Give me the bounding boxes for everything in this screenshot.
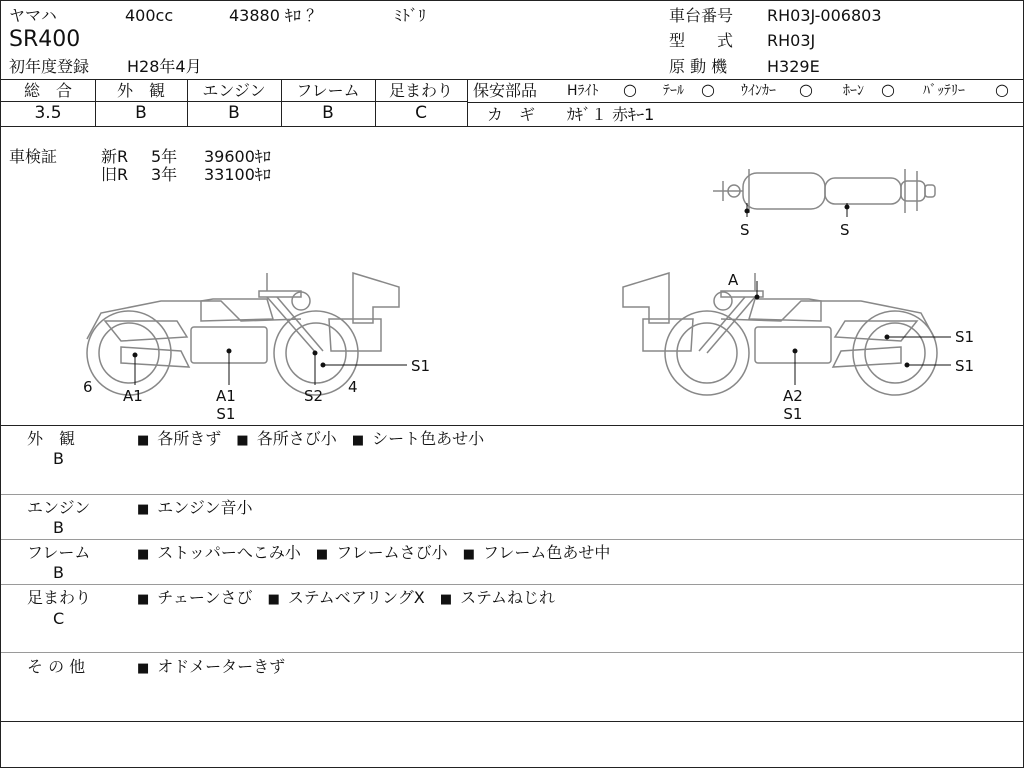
remark-label-suspension: 足まわり bbox=[27, 588, 92, 607]
left-mark-6: 6 bbox=[83, 378, 93, 396]
inspection-new-label: 新R bbox=[101, 147, 129, 166]
top-mark-left: S bbox=[740, 221, 750, 239]
displacement: 400cc bbox=[125, 6, 174, 25]
safety-headlight: Hﾗｲﾄ bbox=[567, 83, 599, 99]
type-label: 型 式 bbox=[669, 31, 734, 50]
remark-grade-exterior: B bbox=[53, 449, 64, 468]
first-reg-label: 初年度登録 bbox=[9, 57, 90, 76]
right-mark-s1-top: S1 bbox=[955, 328, 975, 346]
safety-headlight-status: ○ bbox=[623, 80, 637, 99]
left-mark-4: 4 bbox=[348, 378, 358, 396]
body-color: ﾐﾄﾞﾘ bbox=[394, 6, 427, 25]
grade-header-overall: 総 合 bbox=[23, 81, 72, 100]
frame-no-label: 車台番号 bbox=[669, 6, 734, 25]
remark-grade-engine: B bbox=[53, 518, 64, 537]
maker: ヤマハ bbox=[9, 6, 57, 25]
remark-label-other: そ の 他 bbox=[27, 657, 86, 676]
grade-frame: B bbox=[322, 103, 334, 123]
safety-winker: ｳｲﾝｶｰ bbox=[741, 83, 776, 99]
inspection-new-years: 5年 bbox=[151, 147, 178, 166]
remark-items-other: ■ オドメーターきず bbox=[137, 657, 286, 676]
safety-battery-status: ○ bbox=[995, 80, 1009, 99]
inspection-old-label: 旧R bbox=[101, 165, 129, 184]
left-mark-a1: A1 bbox=[123, 387, 143, 405]
right-mark-a2-s1: A2 S1 bbox=[783, 387, 803, 423]
remark-grade-frame: B bbox=[53, 563, 64, 582]
safety-label: 保安部品 bbox=[473, 81, 538, 100]
engine-label: 原 動 機 bbox=[669, 57, 728, 76]
key-value: ｶｷﾞ１ 赤ｷｰ1 bbox=[567, 105, 655, 124]
safety-battery: ﾊﾞｯﾃﾘｰ bbox=[923, 83, 965, 99]
left-side-motorcycle-icon bbox=[87, 273, 399, 395]
remark-items-engine: ■ エンジン音小 bbox=[137, 498, 253, 517]
right-mark-a: A bbox=[728, 271, 739, 289]
engine-value: H329E bbox=[767, 57, 820, 76]
grade-engine: B bbox=[228, 103, 240, 123]
grade-header-frame: フレーム bbox=[296, 81, 360, 100]
grade-header-exterior: 外 観 bbox=[116, 81, 165, 100]
type-value: RH03J bbox=[767, 31, 816, 50]
remark-label-frame: フレーム bbox=[27, 543, 91, 562]
remark-label-engine: エンジン bbox=[27, 498, 91, 517]
remark-items-frame: ■ ストッパーへこみ小 ■ フレームさび小 ■ フレーム色あせ中 bbox=[137, 543, 611, 562]
remark-items-exterior: ■ 各所きず ■ 各所さび小 ■ シート色あせ小 bbox=[137, 429, 485, 448]
mileage: 43880 ｷﾛ ？ bbox=[229, 6, 323, 25]
inspection-old-price: 33100ｷﾛ bbox=[204, 165, 271, 184]
right-mark-s1-bottom: S1 bbox=[955, 357, 975, 375]
inspection-old-years: 3年 bbox=[151, 165, 178, 184]
grade-header-suspension: 足まわり bbox=[388, 81, 453, 100]
remark-grade-suspension: C bbox=[53, 609, 65, 628]
top-view-motorcycle-icon bbox=[713, 169, 935, 213]
grade-overall: 3.5 bbox=[34, 103, 62, 123]
inspection-new-price: 39600ｷﾛ bbox=[204, 147, 271, 166]
model-name: SR400 bbox=[9, 27, 81, 52]
inspection-label: 車検証 bbox=[9, 147, 58, 166]
grade-exterior: B bbox=[135, 103, 147, 123]
safety-tail: ﾃｰﾙ bbox=[663, 83, 684, 99]
left-mark-s2: S2 bbox=[304, 387, 324, 405]
right-side-motorcycle-icon bbox=[623, 273, 937, 395]
left-mark-a1-s1: A1 S1 bbox=[216, 387, 236, 423]
key-label: カ ギ bbox=[487, 105, 536, 124]
first-reg-value: H28年4月 bbox=[127, 57, 202, 76]
frame-no-value: RH03J-006803 bbox=[767, 6, 882, 25]
grade-suspension: C bbox=[415, 103, 427, 123]
motorcycle-diagram bbox=[1, 1, 1023, 426]
top-mark-right: S bbox=[840, 221, 850, 239]
grade-header-engine: エンジン bbox=[202, 81, 266, 100]
left-mark-s1: S1 bbox=[411, 357, 431, 375]
safety-horn-status: ○ bbox=[881, 80, 895, 99]
safety-winker-status: ○ bbox=[799, 80, 813, 99]
safety-tail-status: ○ bbox=[701, 80, 715, 99]
remark-items-suspension: ■ チェーンさび ■ ステムベアリングX ■ ステムねじれ bbox=[137, 588, 556, 607]
remark-label-exterior: 外 観 bbox=[27, 429, 76, 448]
safety-horn: ﾎｰﾝ bbox=[843, 83, 864, 99]
